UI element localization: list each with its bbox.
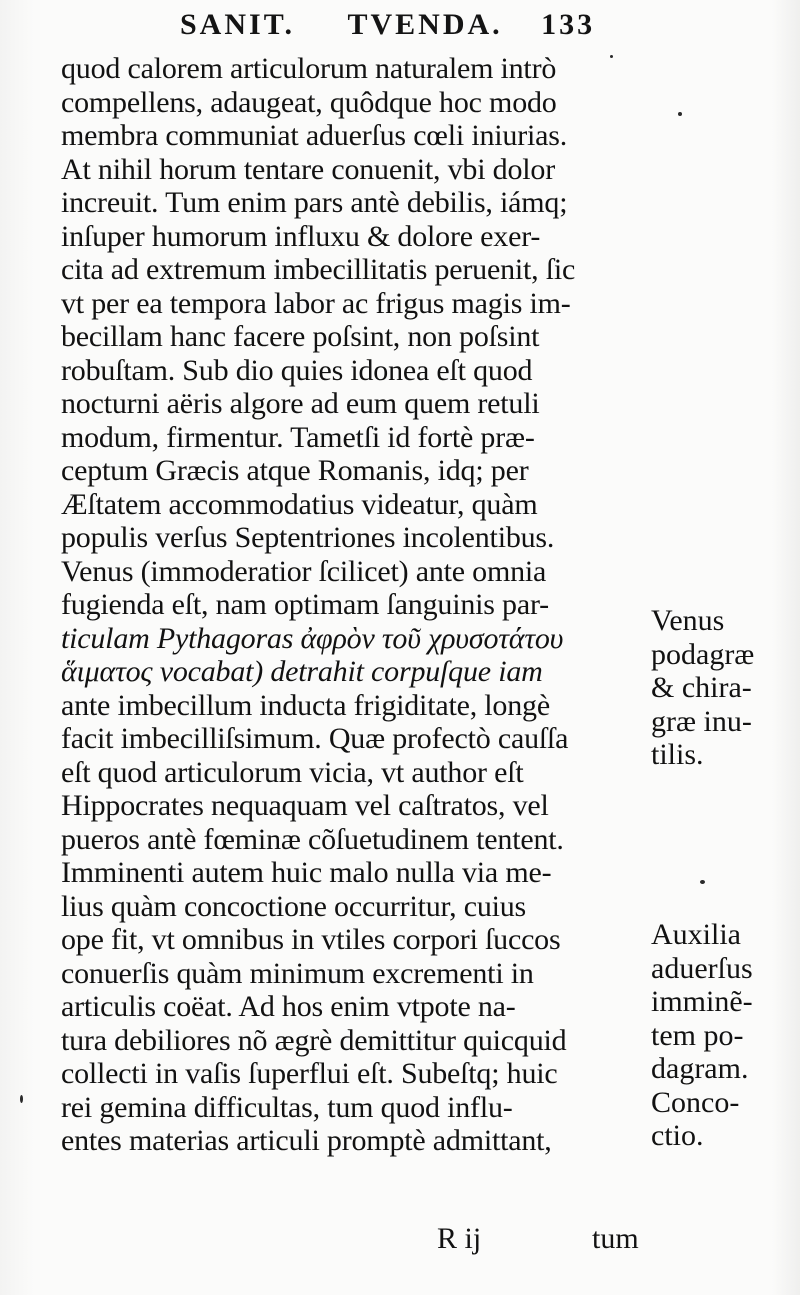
text-line-greek: ἅιματος vocabat) detrahit corpuſque iam — [61, 655, 543, 688]
text-line: modum, firmentur. Tametſi id fortè præ- — [61, 420, 535, 454]
text-line: tura debiliores nõ ægrè demittitur quicquid — [61, 1023, 567, 1057]
ink-speck — [700, 880, 705, 884]
text-line: Hippocrates nequaquam vel caſtratos, vel — [61, 789, 549, 822]
scan-edge-left — [0, 0, 34, 1295]
margin-note-line: Auxilia — [651, 918, 741, 951]
margin-note-line: Venus — [651, 604, 725, 637]
text-line: At nihil horum tentare conuenit, vbi dolor — [61, 152, 555, 186]
margin-note-line: & chira- — [651, 671, 752, 704]
text-line: becillam hanc facere poſsint, non poſsint — [61, 320, 540, 353]
text-line: increuit. Tum enim pars antè debilis, iámq; — [61, 186, 568, 219]
running-head-title-1: SANIT. — [180, 8, 295, 41]
text-line: membra communiat aduerſus cœli iniurias. — [61, 119, 568, 152]
text-line: quod calorem articulorum naturalem intrò — [61, 52, 557, 85]
ink-speck — [20, 1095, 23, 1103]
margin-note-auxilia — [651, 918, 796, 1153]
margin-note-line: tem po- — [651, 1018, 744, 1052]
text-line: conuerſis quàm minimum excrementi in — [61, 956, 534, 990]
text-line: ope fit, vt omnibus in vtiles corpori ſuccos — [61, 923, 561, 956]
margin-note-line: aduerſus — [651, 951, 753, 985]
text-line: collecti in vaſis ſuperflui eſt. Subeſtq; huic — [61, 1057, 558, 1090]
margin-note-line: tilis. — [651, 738, 704, 771]
catchword: tum — [592, 1222, 639, 1255]
text-line: robuſtam. Sub dio quies idonea eſt quod — [61, 353, 533, 387]
text-line-greek: ticulam Pythagoras ἀφρὸν τοῦ χρυσοτάτου — [61, 621, 564, 655]
body-text — [61, 52, 641, 1158]
text-line: Æſtatem accommodatius videatur, quàm — [61, 487, 538, 521]
text-line: articulis coëat. Ad hos enim vtpote na- — [61, 990, 516, 1023]
text-line: Venus (immoderatior ſcilicet) ante omnia — [61, 554, 547, 588]
text-line: lius quàm concoctione occurritur, cuius — [61, 889, 527, 923]
text-line: ante imbecillum inducta frigiditate, longè — [61, 688, 550, 722]
page-number: 133 — [541, 8, 596, 41]
text-line: vt per ea tempora labor ac frigus magis im- — [61, 286, 571, 320]
text-line: fugienda eſt, nam optimam ſanguinis par- — [61, 588, 549, 621]
margin-note-line: ctio. — [651, 1119, 704, 1152]
text-line: pueros antè fœminæ cõſuetudinem tentent. — [61, 822, 564, 856]
text-line: eſt quod articulorum vicia, vt author eſt — [61, 755, 524, 789]
margin-note-line: græ inu- — [651, 704, 752, 738]
running-head — [180, 8, 650, 42]
margin-note-line: dagram. — [651, 1052, 749, 1085]
margin-note-line: imminẽ- — [651, 985, 753, 1018]
text-line: entes materias articuli promptè admittant, — [61, 1124, 552, 1157]
ink-speck — [678, 112, 682, 116]
margin-note-line: podagræ — [651, 637, 755, 671]
text-line: facit imbecilliſsimum. Quæ profectò cauſſa — [61, 722, 569, 755]
text-line: ceptum Græcis atque Romanis, idq; per — [61, 454, 529, 487]
running-head-title-2: TVENDA. — [347, 8, 503, 41]
text-line: rei gemina difficultas, tum quod influ- — [61, 1090, 513, 1124]
signature-mark: R ij — [437, 1222, 482, 1255]
text-line: nocturni aëris algore ad eum quem retuli — [61, 387, 540, 420]
text-line: cita ad extremum imbecillitatis peruenit, ſic — [61, 253, 576, 286]
text-line: populis verſus Septentriones incolentibus. — [61, 521, 555, 554]
margin-note-line: Conco- — [651, 1085, 740, 1119]
margin-note-venus — [651, 604, 796, 772]
text-line: compellens, adaugeat, quôdque hoc modo — [61, 85, 557, 119]
text-line: Imminenti autem huic malo nulla via me- — [61, 856, 552, 889]
ink-speck — [610, 55, 613, 58]
text-line: inſuper humorum influxu & dolore exer- — [61, 219, 541, 253]
